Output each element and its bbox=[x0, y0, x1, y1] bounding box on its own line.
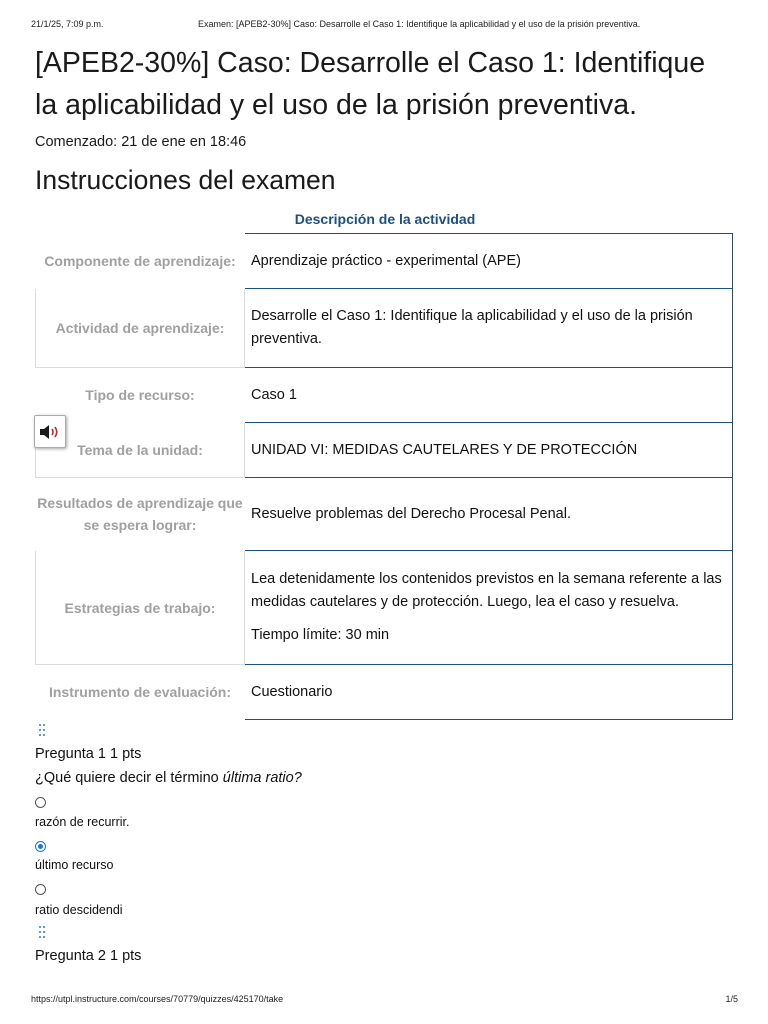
question-1-title: Pregunta 1 1 pts bbox=[35, 746, 142, 762]
row-value: Caso 1 bbox=[245, 368, 733, 423]
activity-description-heading: Descripción de la actividad bbox=[294, 211, 476, 227]
time-limit: Tiempo límite: 30 min bbox=[251, 627, 390, 643]
row-value: Aprendizaje práctico - experimental (APE) bbox=[245, 234, 733, 289]
print-datetime: 21/1/25, 7:09 p.m. bbox=[31, 19, 104, 29]
drag-handle-icon[interactable] bbox=[37, 724, 47, 740]
row-value: Resuelve problemas del Derecho Procesal Penal. bbox=[245, 478, 733, 551]
table-row bbox=[36, 234, 733, 289]
question-2-title: Pregunta 2 1 pts bbox=[35, 948, 142, 964]
print-doc-title: Examen: [APEB2-30%] Caso: Desarrolle el Caso 1: Identifique la aplicabilidad y el uso de la prisión preventiva. bbox=[198, 19, 641, 29]
row-label: Instrumento de evaluación: bbox=[48, 684, 232, 700]
page-number: 1/5 bbox=[725, 994, 738, 1004]
row-label: Actividad de aprendizaje: bbox=[36, 289, 245, 368]
table-row bbox=[36, 551, 733, 665]
speaker-icon bbox=[39, 424, 61, 440]
page-title: [APEB2-30%] Caso: Desarrolle el Caso 1: Identifique la aplicabilidad y el uso de la prisión preventiva. bbox=[35, 47, 706, 121]
row-value-paragraph: Lea detenidamente los contenidos previstos en la semana referente a las medidas cautelares y de protección. Luego, lea el caso y resuelva. bbox=[251, 571, 722, 610]
row-value bbox=[245, 551, 733, 665]
row-label: Tema de la unidad: bbox=[36, 423, 245, 478]
table-row bbox=[36, 478, 733, 551]
row-label: Componente de aprendizaje: bbox=[44, 253, 236, 269]
table-row bbox=[36, 423, 733, 478]
activity-table bbox=[35, 233, 733, 720]
question-text-prefix: ¿Qué quiere decir el término bbox=[35, 770, 223, 786]
table-row bbox=[36, 665, 733, 720]
option-3-label[interactable]: ratio descidendi bbox=[35, 903, 123, 917]
row-value: Cuestionario bbox=[245, 665, 733, 720]
row-value: UNIDAD VI: MEDIDAS CAUTELARES Y DE PROTECCIÓN bbox=[245, 423, 733, 478]
row-label: Estrategias de trabajo: bbox=[36, 551, 245, 665]
table-row bbox=[36, 368, 733, 423]
radio-option-3[interactable] bbox=[35, 884, 46, 895]
started-timestamp: Comenzado: 21 de ene en 18:46 bbox=[35, 134, 247, 150]
radio-option-2[interactable] bbox=[35, 841, 46, 852]
row-value: Desarrolle el Caso 1: Identifique la aplicabilidad y el uso de la prisión preventiva. bbox=[245, 289, 733, 368]
radio-option-1[interactable] bbox=[35, 797, 46, 808]
question-text-emphasis: última ratio? bbox=[222, 770, 302, 786]
table-row bbox=[36, 289, 733, 368]
question-1-text bbox=[35, 770, 302, 786]
option-2-label[interactable]: último recurso bbox=[35, 858, 114, 872]
instructions-heading: Instrucciones del examen bbox=[35, 165, 336, 195]
row-label: Resultados de aprendizaje que se espera lograr: bbox=[37, 495, 243, 533]
speaker-button[interactable] bbox=[34, 415, 66, 448]
drag-handle-icon[interactable] bbox=[37, 926, 47, 942]
option-1-label[interactable]: razón de recurrir. bbox=[35, 815, 130, 829]
footer-url: https://utpl.instructure.com/courses/70779/quizzes/425170/take bbox=[31, 994, 284, 1004]
row-label: Tipo de recurso: bbox=[85, 387, 195, 403]
